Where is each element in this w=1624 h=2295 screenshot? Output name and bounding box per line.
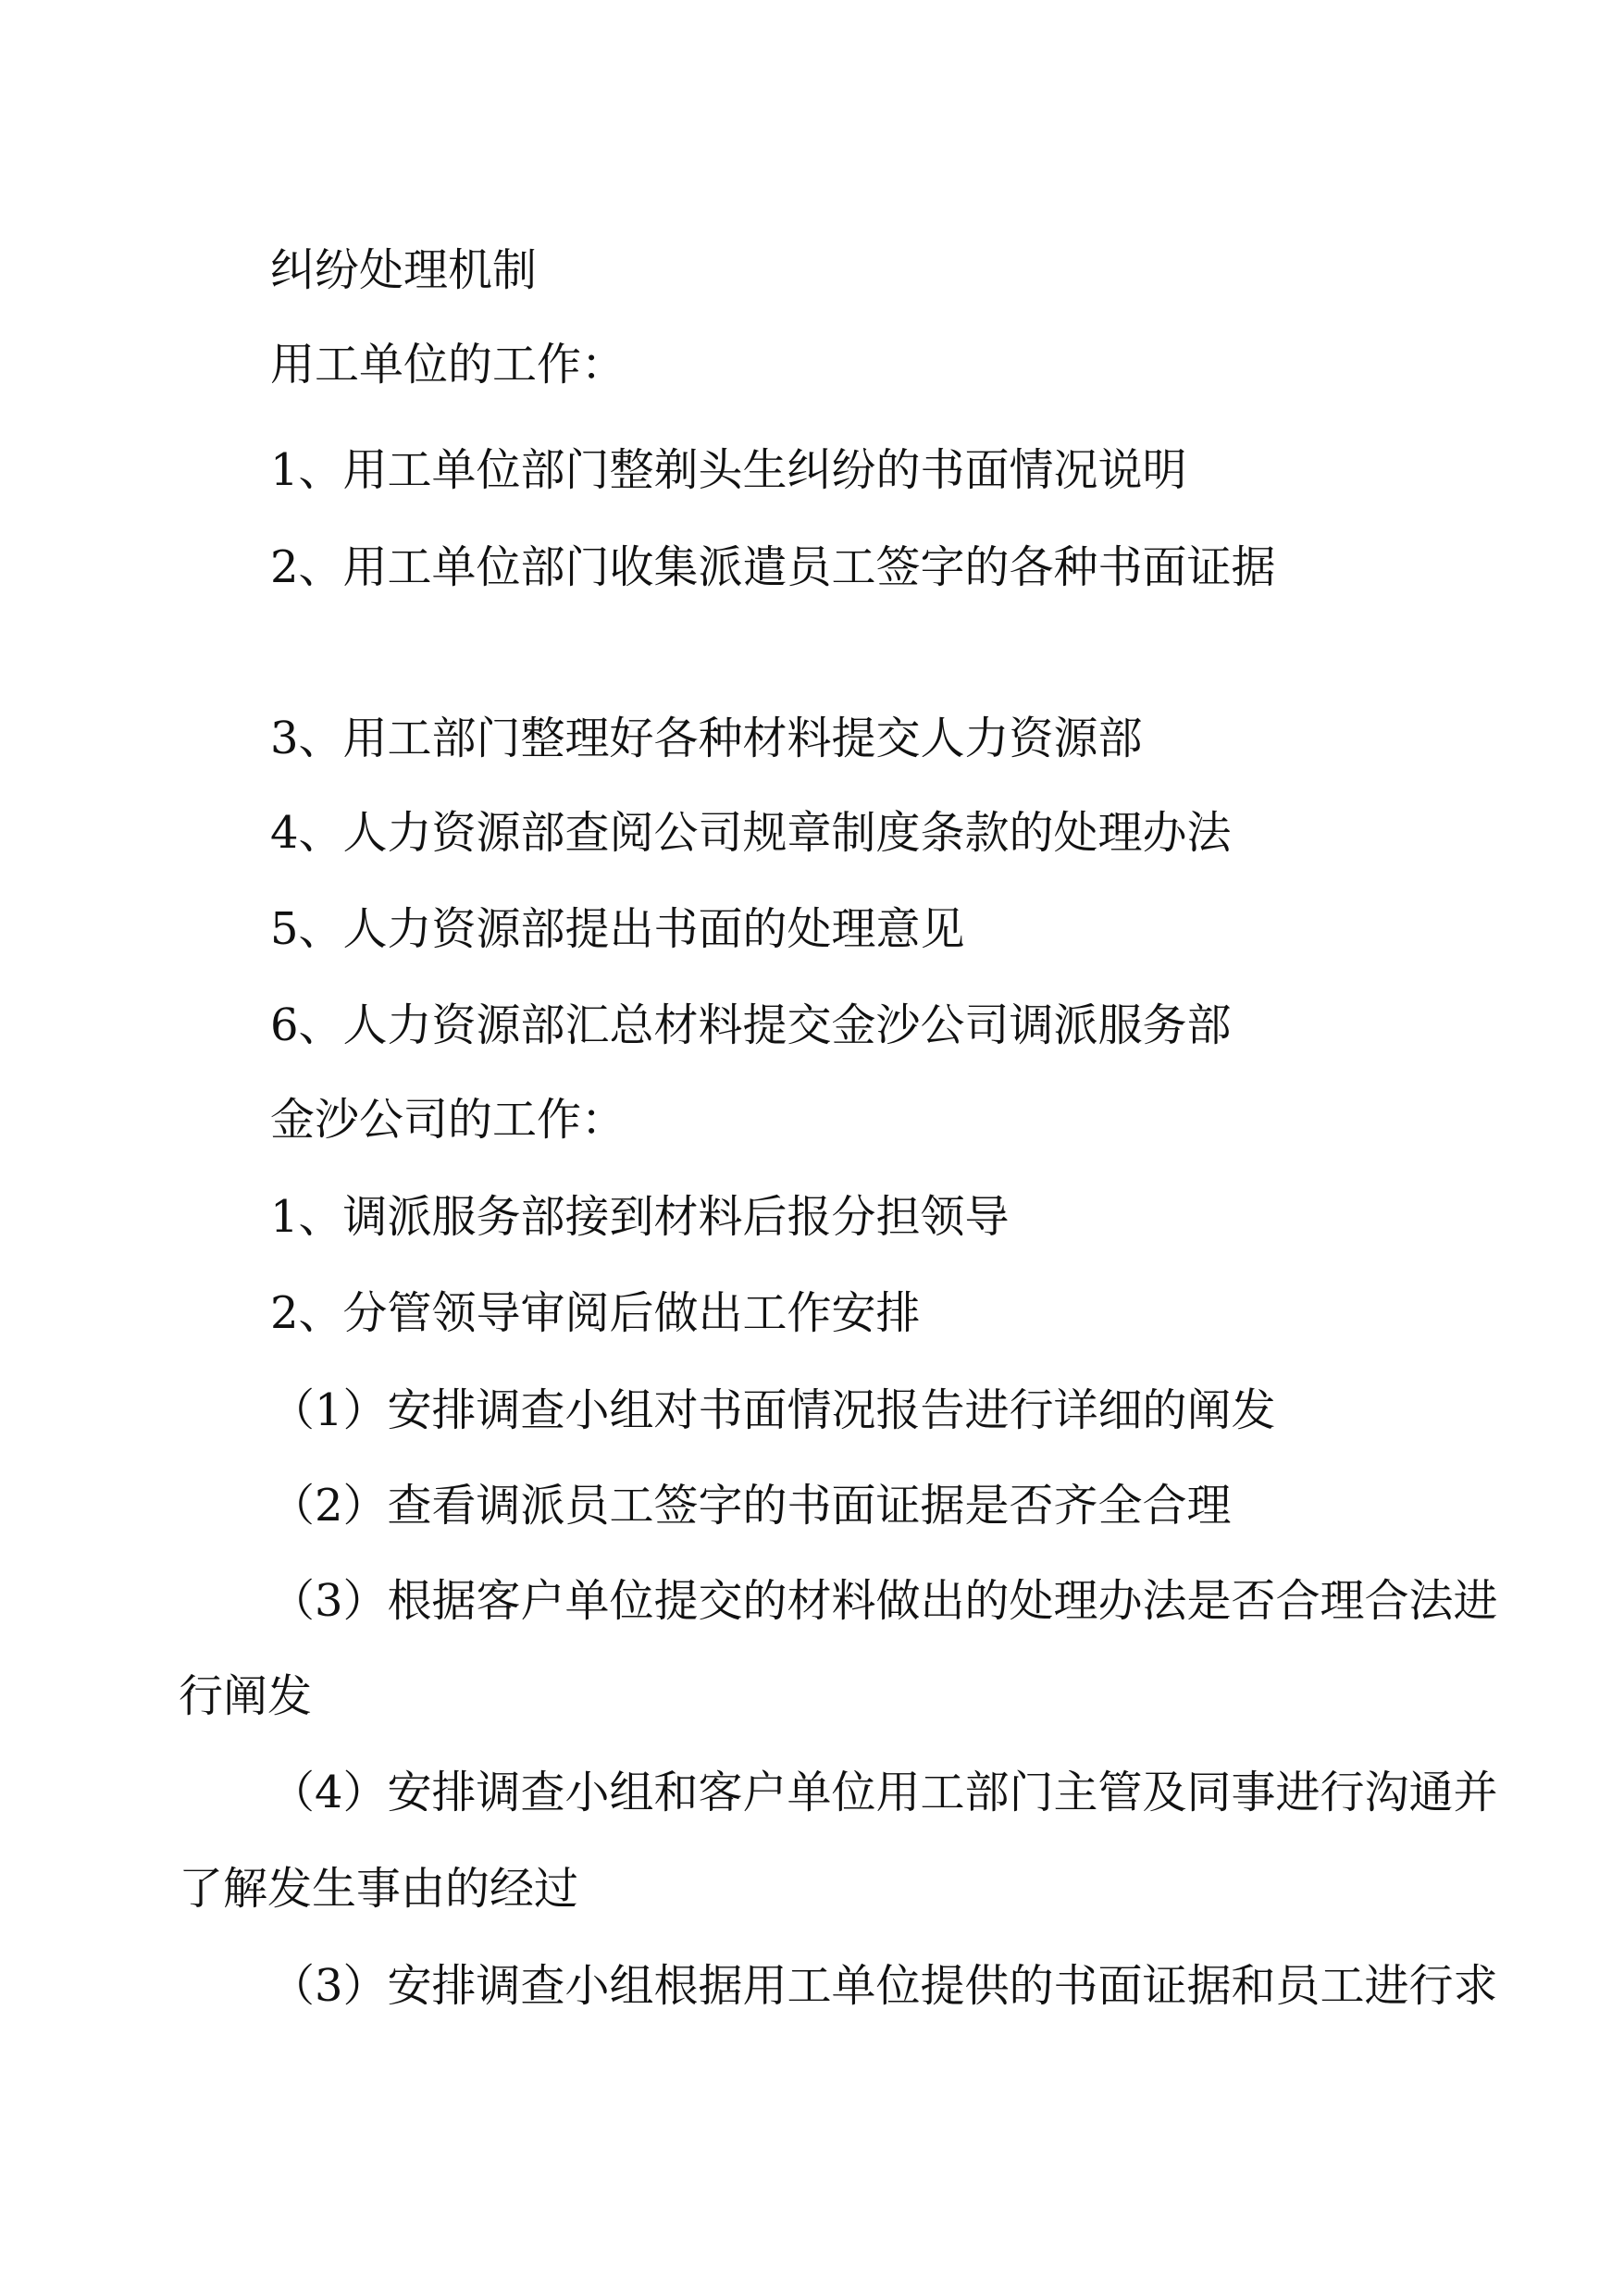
sub-step-4-line2: 了解发生事由的经过 [179, 1863, 579, 1915]
client-step-4: 4、人力资源部查阅公司规章制度条款的处理办法 [270, 807, 1232, 859]
client-step-6: 6、人力资源部汇总材料提交金沙公司调派服务部 [270, 999, 1232, 1051]
sub-step-2: （2）查看调派员工签字的书面证据是否齐全合理 [270, 1480, 1232, 1532]
document-title: 纠纷处理机制 [270, 244, 538, 296]
sub-step-3-line1: （3）根据客户单位提交的材料做出的处理办法是否合理合法进 [270, 1575, 1498, 1627]
sub-step-1: （1）安排调查小组对书面情况报告进行详细的阐发 [270, 1384, 1276, 1436]
company-section-heading: 金沙公司的工作： [270, 1094, 626, 1146]
sub-step-3-line2: 行阐发 [179, 1670, 313, 1722]
client-step-2: 2、用工单位部门收集派遣员工签字的各种书面证据 [270, 541, 1276, 593]
client-step-5: 5、人力资源部提出书面的处理意见 [270, 903, 965, 955]
sub-step-4-line1: （4）安排调查小组和客户单位用工部门主管及同事进行沟通并 [270, 1767, 1498, 1818]
client-section-heading: 用工单位的工作： [270, 339, 626, 391]
company-step-2: 2、分管领导审阅后做出工作安排 [270, 1287, 921, 1339]
sub-step-5-line1: （3）安排调查小组根据用工单位提供的书面证据和员工进行求 [270, 1960, 1498, 2012]
client-step-3: 3、用工部门整理好各种材料提交人力资源部 [270, 713, 1143, 764]
client-step-1: 1、用工单位部门整剃头生纠纷的书面情况说明 [270, 444, 1187, 496]
company-step-1: 1、调派服务部接到材料后报分担领导 [270, 1191, 1010, 1243]
